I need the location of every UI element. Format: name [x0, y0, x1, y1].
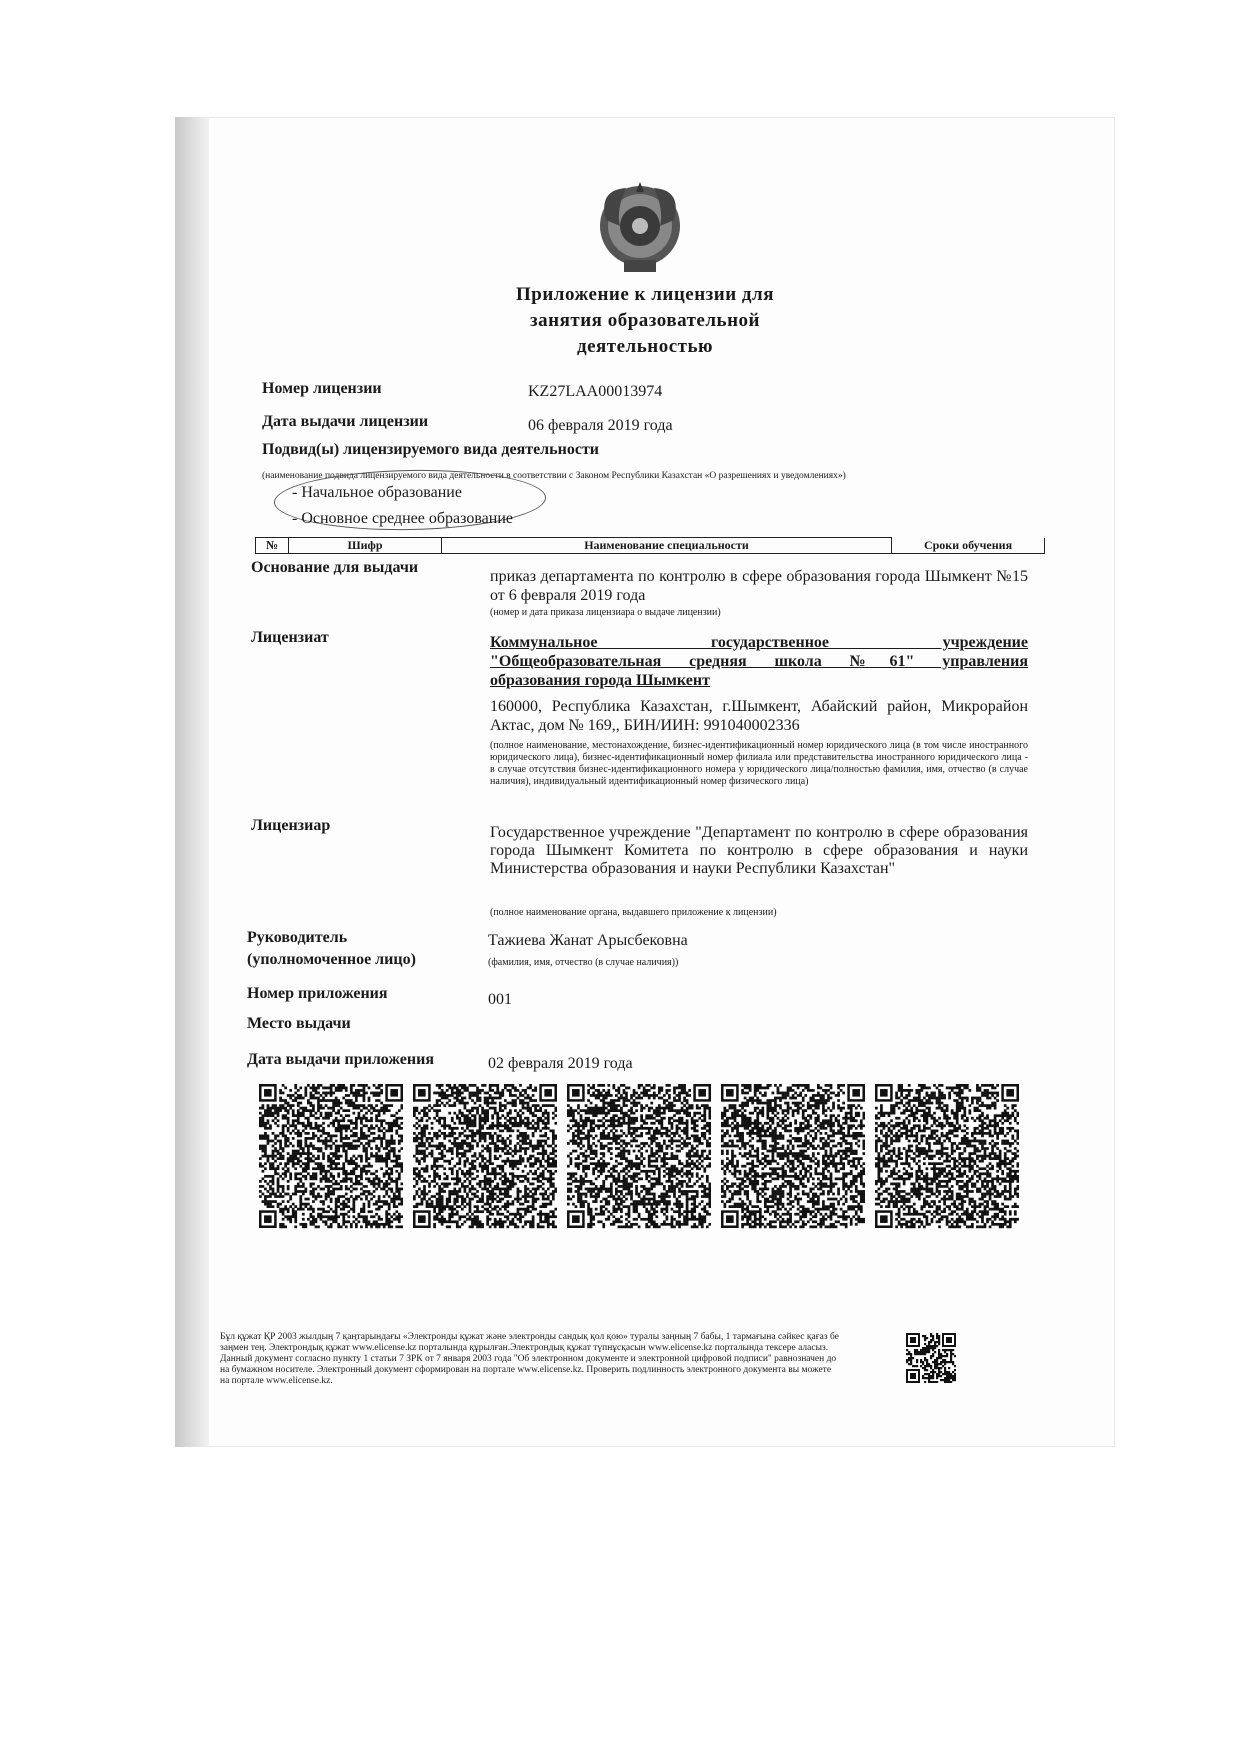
- head-value: Тажиева Жанат Арысбековна: [488, 932, 688, 949]
- license-date-value: 06 февраля 2019 года: [528, 417, 673, 434]
- qr-code: [906, 1333, 956, 1383]
- licensee-label: Лицензиат: [251, 629, 329, 646]
- subtypes-note: (наименование подвида лицензируемого вида деятельности в соответствии с Законом Республики Казахстан «О разрешениях и уведомлениях»): [262, 471, 846, 481]
- appendix-date-value: 02 февраля 2019 года: [488, 1055, 633, 1072]
- subtype-item: - Начальное образование: [292, 484, 462, 501]
- basis-note: (номер и дата приказа лицензиара о выдаче лицензии): [490, 607, 721, 618]
- basis-value: приказ департамента по контролю в сфере образования города Шымкент №15 от 6 февраля 2019 года: [490, 568, 1028, 604]
- document-title: Приложение к лицензии для занятия образовательной деятельностью: [516, 284, 774, 357]
- subtypes-label: Подвид(ы) лицензируемого вида деятельности: [262, 441, 600, 458]
- license-date-label: Дата выдачи лицензии: [262, 413, 429, 430]
- qr-code: [259, 1082, 403, 1230]
- qr-code: [875, 1082, 1019, 1230]
- license-number-value: KZ27LAA00013974: [528, 383, 663, 400]
- col-code: Шифр: [289, 538, 442, 554]
- qr-code: [721, 1082, 865, 1230]
- licensor-label: Лицензиар: [251, 817, 331, 834]
- qr-code: [413, 1082, 557, 1230]
- subtype-item: - Основное среднее образование: [292, 510, 513, 527]
- licensee-address: 160000, Республика Казахстан, г.Шымкент, Абайский район, Микрорайон Актас, дом № 169,, БИН/ИИН: 991040002336: [490, 698, 1028, 734]
- scan-shadow-left: [175, 117, 209, 1447]
- appendix-number-value: 001: [488, 991, 512, 1008]
- col-name: Наименование специальности: [442, 538, 892, 554]
- licensor-value: Государственное учреждение "Департамент по контролю в сфере образования города Шымкент Комитета по контролю в сфере образования и науки Министерства образования и науки Республики Казахстан": [490, 824, 1028, 877]
- basis-label: Основание для выдачи: [251, 559, 419, 576]
- appendix-number-label: Номер приложения: [247, 985, 388, 1002]
- footer-notice: Бұл құжат ҚР 2003 жылдың 7 қаңтарындағы «Электронды құжат және электронды сандық қол қою» туралы заңның 7 бабы, 1 тармағына сәйкес қағаз бе заңмен тең. Электрондық құжат www.elicense.kz порталында құрылған.Электрондық құжат түпнұсқасын www.elicense.kz порталында тексере аласыз. Данный документ согласно пункту 1 статьи 7 ЗРК от 7 января 2003 года "Об электронном документе и электронной цифровой подписи" равнозначен до на бумажном носителе. Электронный документ сформирован на портале www.elicense.kz. Проверить подлинность электронного документа вы можете на портале www.elicense.kz.: [220, 1332, 839, 1386]
- state-emblem-icon: [596, 180, 684, 276]
- col-term: Сроки обучения: [892, 538, 1045, 554]
- license-number-label: Номер лицензии: [262, 380, 382, 397]
- qr-code: [567, 1082, 711, 1230]
- head-note: (фамилия, имя, отчество (в случае наличия)): [488, 957, 679, 968]
- col-no: №: [256, 538, 289, 554]
- licensee-note: (полное наименование, местонахождение, бизнес-идентификационный номер юридического лица (в том числе иностранного юридического лица), бизнес-идентификационный номер филиала или представительства иностранного юридического лица - в случае отсутствия бизнес-идентификационного номера у юридического лица/полностью фамилия, имя, отчество (в случае наличия), индивидуальный идентификационный номер физического лица): [490, 740, 1028, 787]
- appendix-date-label: Дата выдачи приложения: [247, 1051, 434, 1068]
- head-label: Руководитель (уполномоченное лицо): [247, 929, 416, 968]
- licensee-name: Коммунальное государственное учреждение "Общеобразовательная средняя школа №61" управления образования города Шымкент: [490, 634, 1028, 689]
- specialty-table: [255, 537, 1045, 554]
- licensor-note: (полное наименование органа, выдавшего приложение к лицензии): [490, 907, 777, 918]
- issue-place-label: Место выдачи: [247, 1015, 351, 1032]
